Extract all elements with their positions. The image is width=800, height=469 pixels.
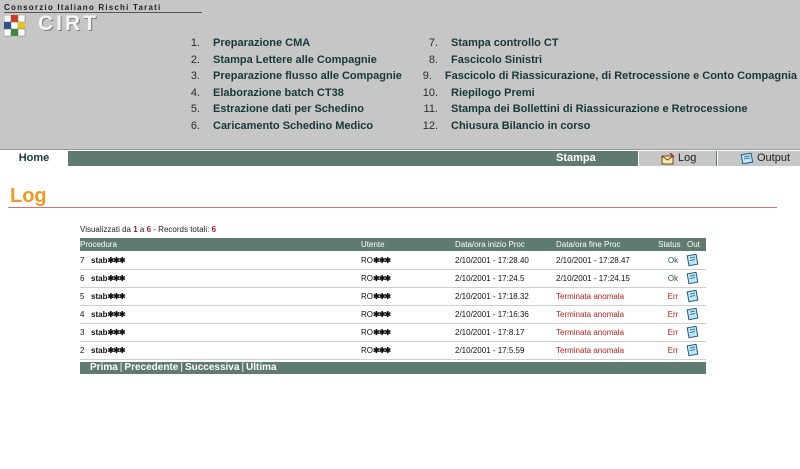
table-row xyxy=(80,324,706,342)
row-start: 2/10/2001 - 17:18.32 xyxy=(455,292,529,301)
row-utente xyxy=(361,342,390,360)
pager-separator: | xyxy=(241,362,245,373)
log-label: Log xyxy=(678,152,697,164)
row-status: Ok xyxy=(667,256,679,265)
row-num: 4 xyxy=(80,310,85,319)
previous-page-link[interactable]: Precedente xyxy=(124,362,179,373)
user-text: RO xyxy=(361,328,373,337)
menu-num: 2. xyxy=(190,53,200,66)
log-icon xyxy=(661,153,675,165)
summary-to: 6 xyxy=(146,225,152,234)
row-utente xyxy=(361,270,390,288)
menu-item-riepilogo-premi[interactable] xyxy=(412,85,797,102)
menu-label[interactable]: Fascicolo di Riassicurazione, di Retrocessione e Conto Compagnia xyxy=(444,70,797,82)
masked-text: ✱✱✱ xyxy=(373,256,391,265)
first-page-link[interactable]: Prima xyxy=(90,362,118,373)
menu-label[interactable]: Caricamento Schedino Medico xyxy=(213,119,374,132)
menu-num: 1. xyxy=(190,37,200,49)
menu-item-preparazione-flusso[interactable] xyxy=(180,68,410,85)
page-title: Log xyxy=(10,185,47,207)
menu-item-fascicolo-riassicurazione[interactable] xyxy=(412,68,797,85)
menu-num: 11. xyxy=(423,103,438,115)
menu-num: 8. xyxy=(428,53,438,66)
summary-total: 6 xyxy=(211,225,217,234)
menu-num: 9. xyxy=(422,70,432,82)
summary-from: 1 xyxy=(133,225,138,234)
logo-text: CIRT xyxy=(38,12,99,35)
table-row xyxy=(80,342,706,360)
header-start: Data/ora inizio Proc xyxy=(455,240,525,249)
menu-item-stampa-controllo[interactable] xyxy=(412,35,797,52)
row-procedura xyxy=(91,252,125,270)
table-row xyxy=(80,306,706,324)
table-row xyxy=(80,270,706,288)
masked-text: ✱✱✱ xyxy=(107,256,125,265)
menu-item-estrazione-dati[interactable] xyxy=(180,101,410,118)
row-status: Err xyxy=(667,310,679,319)
row-end: Terminata anomala xyxy=(556,328,625,337)
masked-text: ✱✱✱ xyxy=(107,328,125,337)
title-divider xyxy=(8,207,777,208)
row-num: 5 xyxy=(80,292,85,301)
next-page-link[interactable]: Successiva xyxy=(184,362,240,373)
proc-text: stab xyxy=(91,310,108,319)
menu-num: 7. xyxy=(428,37,438,49)
menu-num: 3. xyxy=(190,70,200,82)
menu-label[interactable]: Preparazione flusso alle Compagnie xyxy=(213,70,402,82)
header-status: Status xyxy=(658,240,681,249)
row-status: Ok xyxy=(667,274,679,283)
menu-num: 10. xyxy=(422,86,438,99)
masked-text: ✱✱✱ xyxy=(107,292,125,301)
menu-item-elaborazione-batch[interactable] xyxy=(180,85,410,102)
section-label: Stampa Bollettini xyxy=(556,152,604,179)
row-end: Terminata anomala xyxy=(556,292,625,301)
proc-text: stab xyxy=(91,346,108,355)
row-end: 2/10/2001 - 17:28.47 xyxy=(556,256,630,265)
menu-label[interactable]: Stampa Lettere alle Compagnie xyxy=(213,53,377,66)
menu-right xyxy=(412,35,797,134)
table-row xyxy=(80,252,706,270)
menu-label[interactable]: Stampa dei Bollettini di Riassicurazione e Retrocessione xyxy=(451,103,748,115)
app-header xyxy=(0,0,800,150)
pager-separator: | xyxy=(180,362,183,373)
user-text: RO xyxy=(361,256,373,265)
table-row xyxy=(80,288,706,306)
menu-item-caricamento-schedino[interactable] xyxy=(180,118,410,135)
output-button[interactable] xyxy=(717,151,800,166)
row-utente xyxy=(361,252,390,270)
menu-item-fascicolo-sinistri[interactable] xyxy=(412,52,797,69)
header-utente: Utente xyxy=(361,240,385,249)
header-end: Data/ora fine Proc xyxy=(556,240,621,249)
row-num: 7 xyxy=(80,256,85,265)
pagination-bar xyxy=(80,362,706,374)
row-start: 2/10/2001 - 17:8.17 xyxy=(455,328,525,337)
records-summary xyxy=(80,225,216,234)
row-start: 2/10/2001 - 17:24.5 xyxy=(455,274,525,283)
nav-bar xyxy=(0,151,800,179)
masked-text: ✱✱✱ xyxy=(373,292,391,301)
user-text: RO xyxy=(361,310,373,319)
menu-label[interactable]: Stampa controllo CT xyxy=(451,37,559,49)
menu-item-chiusura-bilancio[interactable] xyxy=(412,118,797,135)
menu-num: 5. xyxy=(190,103,200,115)
row-procedura xyxy=(91,324,125,342)
proc-text: stab xyxy=(91,292,108,301)
pager-separator: | xyxy=(119,362,123,373)
header-procedura: Procedura xyxy=(80,240,117,249)
summary-sep: - Records totali: xyxy=(153,225,210,234)
masked-text: ✱✱✱ xyxy=(373,346,391,355)
table-header xyxy=(80,238,706,251)
last-page-link[interactable]: Ultima xyxy=(246,362,277,373)
output-label: Output xyxy=(757,152,791,164)
row-start: 2/10/2001 - 17:28.40 xyxy=(455,256,529,265)
summary-mid: a xyxy=(139,225,145,234)
masked-text: ✱✱✱ xyxy=(373,328,391,337)
row-start: 2/10/2001 - 17:16:36 xyxy=(455,310,529,319)
row-num: 3 xyxy=(80,328,85,337)
masked-text: ✱✱✱ xyxy=(107,346,125,355)
row-status: Err xyxy=(667,292,679,301)
cirt-logo-icon xyxy=(4,15,26,37)
row-utente xyxy=(361,324,390,342)
row-num: 2 xyxy=(80,346,85,355)
menu-label[interactable]: Estrazione dati per Schedino xyxy=(213,103,364,115)
menu-item-stampa-bollettini[interactable] xyxy=(412,101,797,118)
menu-label[interactable]: Preparazione CMA xyxy=(213,37,311,49)
masked-text: ✱✱✱ xyxy=(107,274,125,283)
menu-left xyxy=(180,35,410,134)
menu-num: 6. xyxy=(190,119,200,132)
output-doc-icon[interactable] xyxy=(686,344,699,364)
header-out: Out xyxy=(687,240,700,249)
proc-text: stab xyxy=(91,274,108,283)
masked-text: ✱✱✱ xyxy=(373,274,391,283)
masked-text: ✱✱✱ xyxy=(373,310,391,319)
proc-text: stab xyxy=(91,328,108,337)
row-utente xyxy=(361,306,390,324)
row-procedura xyxy=(91,342,125,360)
row-end: Terminata anomala xyxy=(556,346,625,355)
menu-num: 12. xyxy=(422,119,438,132)
menu-item-stampa-lettere[interactable] xyxy=(180,52,410,69)
row-procedura xyxy=(91,288,125,306)
row-status: Err xyxy=(667,328,679,337)
menu-label[interactable]: Chiusura Bilancio in corso xyxy=(451,119,591,132)
row-start: 2/10/2001 - 17:5.59 xyxy=(455,346,525,355)
summary-prefix: Visualizzati da xyxy=(80,225,131,234)
user-text: RO xyxy=(361,292,373,301)
proc-text: stab xyxy=(91,256,108,265)
consortium-name: Consorzio Italiano Rischi Tarati xyxy=(4,3,202,13)
row-end: Terminata anomala xyxy=(556,310,625,319)
row-status: Err xyxy=(667,346,679,355)
user-text: RO xyxy=(361,346,373,355)
row-end: 2/10/2001 - 17:24.15 xyxy=(556,274,630,283)
user-text: RO xyxy=(361,274,373,283)
row-procedura xyxy=(91,270,125,288)
row-num: 6 xyxy=(80,274,85,283)
menu-num: 4. xyxy=(190,86,200,99)
row-procedura xyxy=(91,306,125,324)
menu-label[interactable]: Fascicolo Sinistri xyxy=(451,53,543,66)
log-button[interactable] xyxy=(638,151,716,166)
output-icon xyxy=(740,153,754,165)
home-tab[interactable]: Home xyxy=(0,151,68,166)
menu-item-preparazione-cma[interactable] xyxy=(180,35,410,52)
masked-text: ✱✱✱ xyxy=(107,310,125,319)
menu-label[interactable]: Riepilogo Premi xyxy=(451,86,535,99)
row-utente xyxy=(361,288,390,306)
menu-label[interactable]: Elaborazione batch CT38 xyxy=(213,86,344,99)
